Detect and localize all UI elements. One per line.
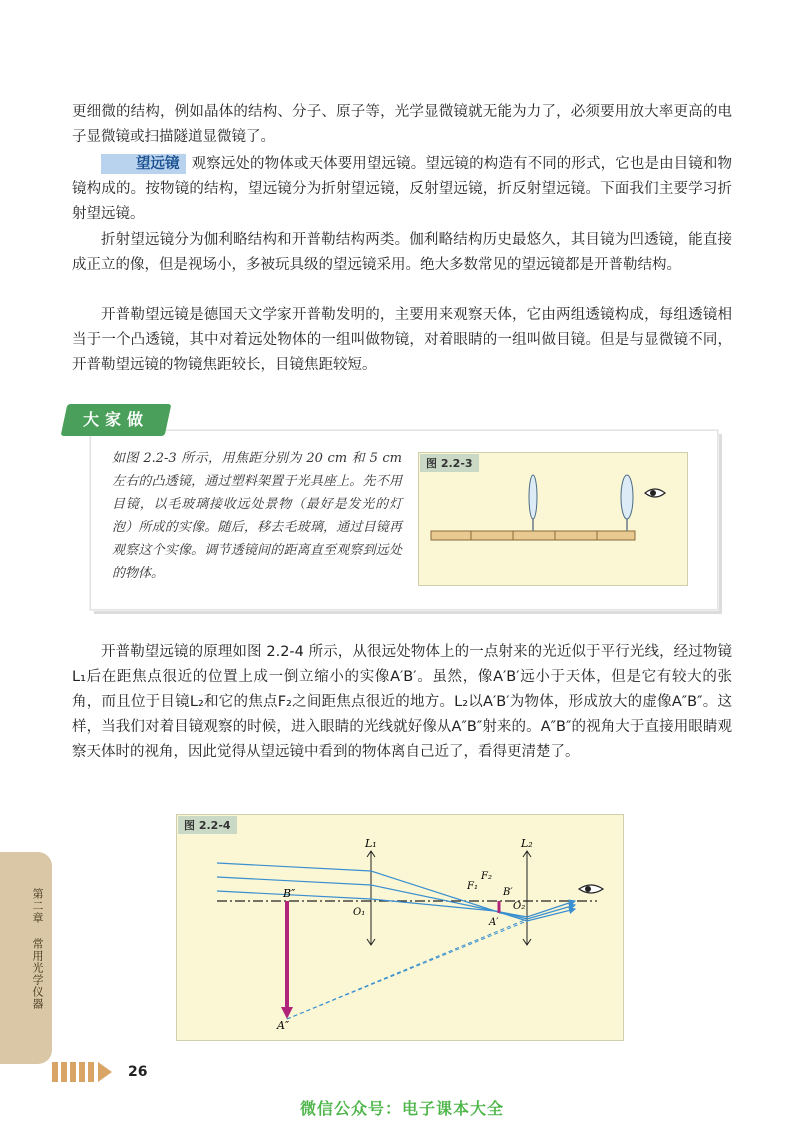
- eye-pupil: [585, 886, 591, 892]
- chapter-side-text: 第二章 常用光学仪器: [31, 888, 44, 1010]
- label-A-double-prime: A″: [277, 1019, 290, 1032]
- paragraph-2: [72, 152, 732, 227]
- figure-2-2-3-tag: 图 2.2-3: [420, 454, 479, 472]
- label-B-double-prime: B″: [283, 887, 296, 900]
- label-O1: O₁: [353, 907, 366, 918]
- watermark: 微信公众号：电子课本大全: [300, 1099, 505, 1118]
- label-L2: L₂: [521, 837, 533, 850]
- bar-stripe: [61, 1062, 67, 1082]
- paragraph-5: 开普勒望远镜的原理如图 2.2-4 所示，从很远处物体上的一点射来的光近似于平行光线，经过物镜L₁后在距焦点很近的位置上成一倒立缩小的实像A′B′。虽然，像A′B′远小于天体，但是它有较大的张角，而且位于目镜L₂和它的焦点F₂之间距焦点很近的地方。L₂以A′B′为物体，形成放大的虚像A″B″。这样，当我们对着目镜观察的时候，进入眼睛的光线就好像从A″B″射来的。A″B″的视角大于直接用眼睛观察天体时的视角，因此觉得从望远镜中看到的物体离自己近了，看得更清楚了。: [72, 644, 732, 760]
- optical-bench: [431, 531, 635, 540]
- eyepiece-lens: [621, 475, 633, 519]
- label-A-prime: A′: [489, 917, 499, 928]
- paragraph-3: 折射望远镜分为伽利略结构和开普勒结构两类。伽利略结构历史最悠久，其目镜为凹透镜，能直接成正立的像，但是视场小，多被玩具级的望远镜采用。绝大多数常见的望远镜都是开普勒结构。: [72, 232, 732, 273]
- label-L1: L₁: [365, 837, 377, 850]
- bar-stripe: [88, 1062, 94, 1082]
- paragraph-1: 更细微的结构，例如晶体的结构、分子、原子等，光学显微镜就无能为力了，必须要用放大率更高的电子显微镜或扫描隧道显微镜了。: [72, 104, 732, 145]
- paragraph-2-text: 观察远处的物体或天体要用望远镜。望远镜的构造有不同的形式，它也是由目镜和物镜构成的。按物镜的结构，望远镜分为折射望远镜，反射望远镜，折反射望远镜。下面我们主要学习折射望远镜。: [72, 156, 732, 222]
- bar-stripe: [70, 1062, 76, 1082]
- bar-stripe: [52, 1062, 58, 1082]
- figure-2-2-3: [418, 452, 688, 586]
- activity-text: 如图 2.2-3 所示，用焦距分别为 20 cm 和 5 cm左右的凸透镜，通过塑料架置于光具座上。先不用目镜，以毛玻璃接收远处景物（最好是发光的灯泡）所成的实像。随后，移去毛玻璃，通过目镜再观察这个实像。调节透镜间的距离直至观察到远处的物体。: [112, 451, 402, 581]
- page-number: 26: [128, 1064, 148, 1080]
- virtual-ray-2: [287, 921, 527, 1019]
- paragraph-4: 开普勒望远镜是德国天文学家开普勒发明的，主要用来观察天体，它由两组透镜构成，每组透镜相当于一个凸透镜，其中对着远处物体的一组叫做物镜，对着眼睛的一组叫做目镜。但是与显微镜不同，开普勒望远镜的物镜焦距较长，目镜焦距较短。: [72, 307, 732, 373]
- figure-2-2-4-diagram: [177, 815, 623, 1040]
- label-O2: O₂: [513, 901, 526, 912]
- activity-label-text: 大家做: [82, 410, 149, 429]
- light-ray-2: [217, 877, 575, 919]
- label-F2: F₂: [481, 871, 492, 882]
- figure-2-2-4-tag: 图 2.2-4: [178, 816, 237, 834]
- activity-label: [61, 404, 172, 436]
- objective-lens: [529, 475, 537, 519]
- section-term-telescope: 望远镜: [101, 154, 186, 174]
- page-number-bar: [52, 1058, 122, 1086]
- bar-arrow-icon: [98, 1062, 112, 1082]
- virtual-image-arrowhead: [281, 1007, 293, 1019]
- eye-pupil: [650, 490, 656, 496]
- figure-2-2-3-diagram: [419, 453, 687, 585]
- figure-2-2-4: [176, 814, 624, 1041]
- label-F1: F₁: [467, 881, 478, 892]
- bar-stripe: [79, 1062, 85, 1082]
- label-B-prime: B′: [503, 887, 513, 898]
